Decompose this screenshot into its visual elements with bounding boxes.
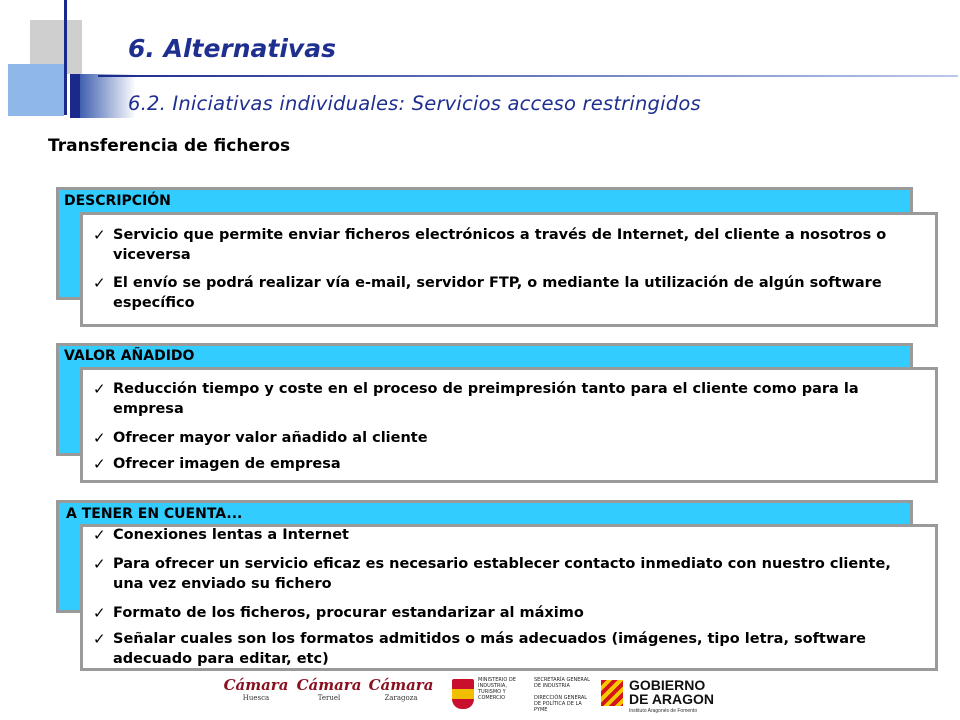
list-item: [93, 428, 925, 448]
list-item: [93, 225, 925, 265]
instituto-label: Instituto Aragonés de Fomento: [629, 708, 698, 714]
list-item-text: Reducción tiempo y coste en el proceso de preimpresión tanto para el cliente como para la empresa: [113, 381, 859, 417]
list-item-text: Formato de los ficheros, procurar estandarizar al máximo: [113, 605, 584, 621]
check-icon: ✓: [93, 604, 106, 622]
section-heading: Transferencia de ficheros: [48, 136, 291, 156]
list-item: [93, 379, 925, 419]
list-item-text: Ofrecer imagen de empresa: [113, 456, 341, 472]
camara-wordmark: Cámara: [223, 676, 289, 694]
list-item: [93, 554, 925, 594]
page-subtitle: 6.2. Iniciativas individuales: Servicios acceso restringidos: [128, 92, 701, 115]
considerations-panel-label: A TENER EN CUENTA...: [66, 506, 243, 522]
logo-gobierno-aragon: [601, 676, 717, 716]
camara-city-label: Zaragoza: [384, 694, 418, 702]
list-item-text: Conexiones lentas a Internet: [113, 527, 349, 543]
gobierno-label: GOBIERNO: [629, 677, 706, 693]
list-item-text: El envío se podrá realizar vía e-mail, servidor FTP, o mediante la utilización de algún software específico: [113, 275, 882, 311]
direccion-label: DIRECCIÓN GENERAL DE POLÍTICA DE LA PYME: [534, 695, 588, 713]
secretaria-label: SECRETARÍA GENERAL DE INDUSTRIA: [534, 677, 590, 689]
decor-vertical-bar: [70, 74, 80, 118]
check-icon: ✓: [93, 526, 106, 544]
list-item-text: Señalar cuales son los formatos admitidos o más adecuados (imágenes, tipo letra, software adecuado para editar, etc): [113, 631, 867, 667]
coat-of-arms-icon: [452, 679, 474, 709]
description-panel-label: DESCRIPCIÓN: [64, 193, 171, 209]
check-icon: ✓: [93, 555, 106, 573]
list-item: [93, 525, 925, 545]
aragon-label: DE ARAGON: [629, 691, 715, 707]
aragon-flag-icon: [601, 680, 623, 706]
camara-city-label: Huesca: [242, 694, 270, 702]
logo-camara-teruel: [296, 676, 362, 703]
logo-ministerio: [452, 677, 592, 715]
logo-camara-zaragoza: [368, 676, 434, 703]
camara-wordmark: Cámara: [368, 676, 434, 694]
decor-light-blue-block: [8, 64, 64, 116]
list-item: [93, 603, 925, 623]
list-item-text: Servicio que permite enviar ficheros electrónicos a través de Internet, del cliente a nosotros o viceversa: [113, 227, 887, 263]
description-box: [80, 212, 938, 327]
list-item: [93, 629, 925, 669]
decor-horizontal-line: [98, 75, 958, 77]
list-item-text: Para ofrecer un servicio eficaz es necesario establecer contacto inmediato con nuestro cliente, una vez enviado su fichero: [113, 556, 891, 592]
added-value-box: [80, 367, 938, 483]
logo-camara-huesca: [223, 676, 289, 703]
check-icon: ✓: [93, 226, 106, 244]
check-icon: ✓: [93, 455, 106, 473]
added-value-panel-label: VALOR AÑADIDO: [64, 348, 195, 364]
check-icon: ✓: [93, 630, 106, 648]
considerations-box: [80, 524, 938, 671]
check-icon: ✓: [93, 380, 106, 398]
check-icon: ✓: [93, 274, 106, 292]
ministerio-label: MINISTERIO DE INDUSTRIA, TURISMO Y COMERCIO: [478, 677, 516, 701]
list-item: [93, 273, 925, 313]
list-item-text: Ofrecer mayor valor añadido al cliente: [113, 430, 428, 446]
camara-wordmark: Cámara: [296, 676, 362, 694]
list-item: [93, 454, 925, 474]
check-icon: ✓: [93, 429, 106, 447]
page-title: 6. Alternativas: [128, 34, 336, 63]
camara-city-label: Teruel: [317, 694, 341, 702]
decor-vertical-line: [64, 0, 67, 115]
